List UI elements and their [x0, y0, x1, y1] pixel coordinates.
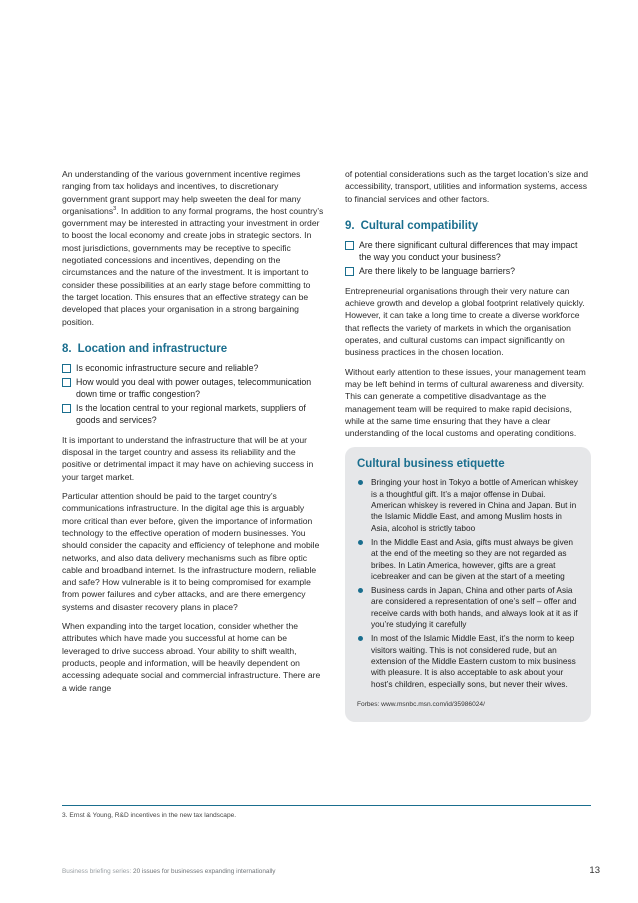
footnote-divider	[62, 805, 591, 806]
footer-series	[62, 868, 276, 875]
bullet-icon	[358, 636, 363, 641]
body-paragraph: When expanding into the target location, consider whether the attributes which have made you successful at home can be leveraged to drive success abroad. Your ability to shift wealth, products, people and information, will be heavily dependent on accessing adequate social and commercial infrastructure. There are a wide range	[62, 621, 321, 693]
sidebar-title: Cultural business etiquette	[357, 458, 505, 471]
section-8-number: 8.	[62, 342, 72, 355]
bullet-icon	[358, 588, 363, 593]
checkbox-icon[interactable]	[62, 378, 71, 387]
footnote: 3. Ernst & Young, R&D incentives in the new tax landscape.	[62, 812, 237, 819]
section-8-heading	[62, 342, 324, 356]
checkbox-icon[interactable]	[62, 404, 71, 413]
checklist-item: Is the location central to your regional markets, suppliers of goods and services?	[62, 402, 324, 426]
bullet-icon	[358, 480, 363, 485]
intro-paragraph: An understanding of the various government incentive regimes ranging from tax holidays and incentives, to discretionary government grant support may help sweeten the deal for many organisations$^3$. In addition to any formal programs, the host country’s government may be interested in attracting your investment in order to boost the local economy and create jobs in strategic sectors. In most jurisdictions, governments may be receptive to specific negotiated concessions and incentives, depending on the circumstances and the nature of the investment. It is important to consider these possibilities at an early stage before committing to the target location. This ensures that an effective strategy can be developed that places your organisation in a strong bargaining position.	[62, 169, 324, 327]
left-column	[62, 168, 324, 701]
etiquette-list	[357, 477, 581, 689]
list-item: In most of the Islamic Middle East, it’s the norm to keep visitors waiting. This is not considered rude, but an extension of the Middle Eastern custom to mix business with pleasure. It is also acceptable to ask about your host’s children, especially sons, but never their wives.	[357, 633, 581, 689]
right-column	[345, 168, 591, 722]
section-8-checklist	[62, 362, 324, 426]
list-item: Business cards in Japan, China and other parts of Asia are considered a representation of one’s self – offer and receive cards with both hands, and always look at it as if you’re studying it carefully	[357, 585, 581, 630]
body-paragraph: Without early attention to these issues, your management team may be left behind in terms of cultural awareness and diversity. This can generate a competitive disadvantage as the management team will be required to make rapid decisions, while at the same time ensuring that they have a clear understanding of the local customs and operating conditions.	[345, 366, 586, 439]
list-item: In the Middle East and Asia, gifts must always be given at the end of the meeting so they are not regarded as bribes. In Latin America, however, gifts are a great icebreaker and can be given at the start of a meeting	[357, 537, 581, 582]
etiquette-sidebar	[345, 447, 591, 721]
section-8-title: Location and infrastructure	[77, 342, 228, 355]
checkbox-icon[interactable]	[345, 241, 354, 250]
checklist-item: How would you deal with power outages, telecommunication down time or traffic congestion?	[62, 376, 324, 400]
page-number: 13	[589, 865, 600, 876]
checkbox-icon[interactable]	[62, 364, 71, 373]
body-paragraph: of potential considerations such as the target location’s size and accessibility, transport, utilities and information systems, access to financial services and other factors.	[345, 169, 589, 204]
bullet-icon	[358, 540, 363, 545]
checkbox-icon[interactable]	[345, 267, 354, 276]
checklist-item: Are there significant cultural differences that may impact the way you conduct your business?	[345, 239, 591, 263]
sidebar-source[interactable]: Forbes: www.msnbc.msn.com/id/35986024/	[357, 700, 485, 708]
checklist-item: Is economic infrastructure secure and reliable?	[62, 362, 324, 374]
footer-series-title: 20 issues for businesses expanding internationally	[133, 868, 276, 875]
section-9-checklist	[345, 239, 591, 277]
body-paragraph: Entrepreneurial organisations through their very nature can achieve growth and develop a global footprint relatively quickly. However, it can take a long time to create a diverse workforce that reflects the variety of markets in which the organisation operates, and cultural customs can impact significantly on business practices in the chosen location.	[345, 285, 585, 358]
body-paragraph: It is important to understand the infrastructure that will be at your disposal in the target country and assess its reliability and the positive or detrimental impact it may have on achieving success in your target market.	[62, 434, 314, 482]
list-item: Bringing your host in Tokyo a bottle of American whiskey is a thoughtful gift. It’s a major offense in Dubai. American whiskey is revered in China and Japan. But in the Islamic Middle East, and among Muslim hosts in Asia, alcohol is strictly taboo	[357, 477, 581, 533]
section-9-title: Cultural compatibility	[360, 219, 479, 232]
section-9-number: 9.	[345, 219, 355, 232]
body-paragraph: Particular attention should be paid to the target country’s communications infrastructure. In the digital age this is arguably more critical than ever before, given the importance of information technology to the effective operation of modern businesses. You should consider the capacity and efficiency of telephone and mobile networks, and also data delivery mechanisms such as fibre optic cable and broadband internet. Is the infrastructure modern, reliable and safe? How vulnerable is it to being compromised for example from power failures and cyber attacks, and are there emergency systems and disaster recovery plans in place?	[62, 491, 320, 612]
footnote-marker[interactable]: 3	[113, 206, 117, 213]
checklist-item: Are there likely to be language barriers?	[345, 265, 591, 277]
section-9-heading	[345, 219, 591, 233]
footer-series-label: Business briefing series:	[62, 868, 132, 875]
